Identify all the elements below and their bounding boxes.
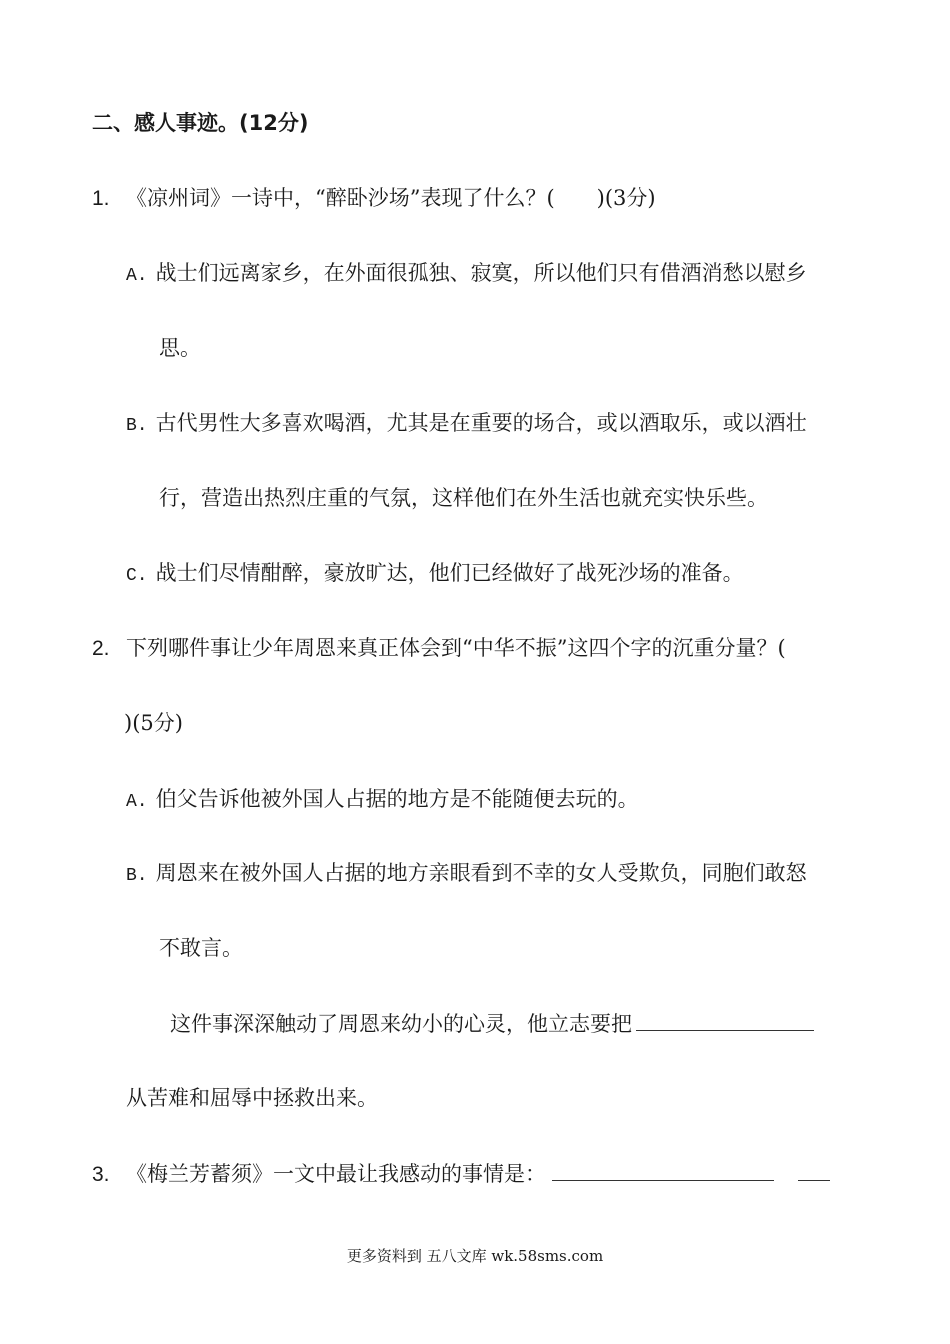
question-number: 1.: [92, 187, 110, 210]
q2-option-a: [126, 784, 639, 817]
question-2-line-2: )(5分): [124, 711, 183, 735]
option-a-line-1: [126, 258, 807, 291]
option-text: 周恩来在被外国人占据的地方亲眼看到不幸的女人受欺负，同胞们敢怒: [155, 861, 807, 885]
option-label: A.: [126, 792, 148, 812]
option-text: 战士们尽情酣醉，豪放旷达，他们已经做好了战死沙场的准备。: [155, 561, 744, 585]
question-2-line-1: [92, 633, 786, 664]
answer-blank-continued[interactable]: [798, 1158, 830, 1181]
option-b-line-2: 行，营造出热烈庄重的气氛，这样他们在外生活也就充实快乐些。: [159, 486, 768, 510]
answer-blank[interactable]: [552, 1158, 774, 1181]
option-c-line-1: [126, 558, 744, 591]
option-label: B.: [126, 866, 148, 886]
option-label: A.: [126, 266, 148, 286]
q2-fill-line-2: 从苦难和屈辱中拯救出来。: [126, 1086, 378, 1110]
question-number: 3.: [92, 1163, 110, 1186]
answer-blank[interactable]: [636, 1008, 814, 1031]
option-b-line-1: [126, 408, 807, 441]
option-a-line-2: 思。: [159, 336, 201, 360]
question-3: [92, 1158, 830, 1190]
footer: 更多资料到 五八文库 wk.58sms.com: [346, 1247, 604, 1265]
option-text: 伯父告诉他被外国人占据的地方是不能随便去玩的。: [155, 787, 639, 811]
section-title: 二、感人事迹。(12分): [92, 111, 309, 135]
option-text: 战士们远离家乡，在外面很孤独、寂寞，所以他们只有借酒消愁以慰乡: [155, 261, 807, 285]
option-label: B.: [126, 416, 148, 436]
fill-text: 这件事深深触动了周恩来幼小的心灵，他立志要把: [170, 1012, 632, 1036]
q2-fill-line-1: [170, 1008, 814, 1039]
question-stem: 下列哪件事让少年周恩来真正体会到“中华不振”这四个字的沉重分量？(: [126, 636, 786, 660]
question-stem: 《梅兰芳蓄须》一文中最让我感动的事情是：: [126, 1162, 546, 1186]
question-1: [92, 183, 656, 214]
q2-option-b-line-2: 不敢言。: [159, 936, 243, 960]
question-stem: 《凉州词》一诗中，“醉卧沙场”表现了什么？( )(3分): [126, 186, 656, 210]
q2-option-b-line-1: [126, 858, 807, 891]
option-label: C.: [126, 566, 148, 586]
option-text: 古代男性大多喜欢喝酒，尤其是在重要的场合，或以酒取乐，或以酒壮: [155, 411, 807, 435]
question-number: 2.: [92, 637, 110, 660]
